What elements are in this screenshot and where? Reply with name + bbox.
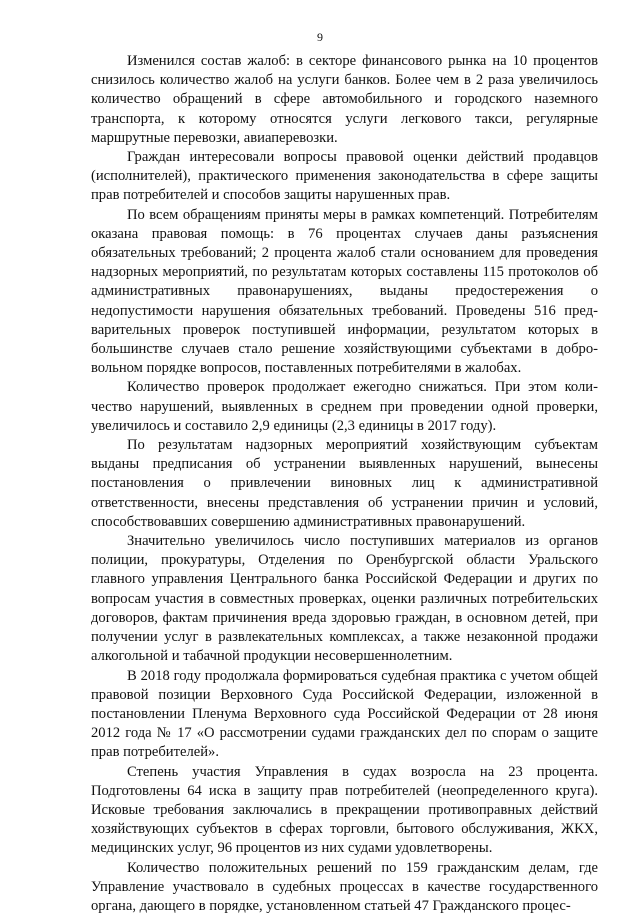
paragraph-positive-decisions: Количество положительных решений по 159 гражданским делам, где Управление участвовало в судебных процессах в качестве государственного органа, дающего в порядке, установленном статьей 47 Гражданского процес- xyxy=(91,859,598,914)
document-body xyxy=(91,52,598,916)
paragraph-incoming-materials: Значительно увеличилось число поступивших материалов из органов полиции, прокуратуры, Отделения по Оренбургской области Уральского главного управления Центрального банка Российской Федерации и других по вопросам участия в совместных проверках, оценки различных потребительских договоров, фактам причинения вреда здоровью граждан, в основном детей, при получении услуг в развлекательных комплексах, а также незаконной продажи алкогольной и табачной продукции несовершеннолетним. xyxy=(91,533,598,665)
paragraph-measures-taken: По всем обращениям приняты меры в рамках компетенций. Потребителям оказана правовая помощь: в 76 процентах случаев даны разъяснения обязательных требований; 2 процента жалоб стали основанием для проведения надзорных мероприятий, по результатам которых составлены 115 протоколов об административных правонарушениях, выданы предостережения о недопустимости нарушения обязательных требований. Проведены 516 предварительных проверок поступившей информации, результатом которых в большинстве случаев стало решение хозяйствующими субъектами в добровольном порядке вопросов, поставленных потребителями в жалобах. xyxy=(91,206,598,377)
paragraph-court-participation: Степень участия Управления в судах возросла на 23 процента. Подготовлены 64 иска в защиту прав потребителей (неопределенного круга). Исковые требования заключались в прекращении противоправных действий хозяйствующих субъектов в сферах торговли, бытового обслуживания, ЖКХ, медицинских услуг, 96 процентов из них судами удовлетворены. xyxy=(91,763,598,857)
paragraph-citizen-questions: Граждан интересовали вопросы правовой оценки действий продавцов (исполнителей), практического применения законодательства в сфере защиты прав потребителей и способов защиты нарушенных прав. xyxy=(91,149,598,204)
paragraph-complaints-structure: Изменился состав жалоб: в секторе финансового рынка на 10 процентов снизилось количество жалоб на услуги банков. Более чем в 2 раза увеличилось количество обращений в сфере автомобильного и городского наземного транспорта, к которому относятся услуги легкового такси, регулярные маршрутные перевозки, авиаперевозки. xyxy=(91,53,598,146)
page-number: 9 xyxy=(317,30,323,44)
paragraph-supervisory-results: По результатам надзорных мероприятий хозяйствующим субъектам выданы предписания об устранении выявленных нарушений, вынесены постановления о привлечении виновных лиц к административной ответственности, внесены представления об устранении причин и условий, способствовавших совершению административных правонарушений. xyxy=(91,437,598,530)
paragraph-judicial-practice: В 2018 году продолжала формироваться судебная практика с учетом общей правовой позиции Верховного Суда Российской Федерации, изложенной в постановлении Пленума Верховного суда Российской Федерации от 28 июня 2012 года № 17 «О рассмотрении судами гражданских дел по спорам о защите прав потребителей». xyxy=(91,667,598,761)
paragraph-inspections-count: Количество проверок продолжает ежегодно снижаться. При этом количество нарушений, выявленных в среднем при проведении одной проверки, увеличилось и составило 2,9 единицы (2,3 единицы в 2017 году). xyxy=(91,379,598,434)
